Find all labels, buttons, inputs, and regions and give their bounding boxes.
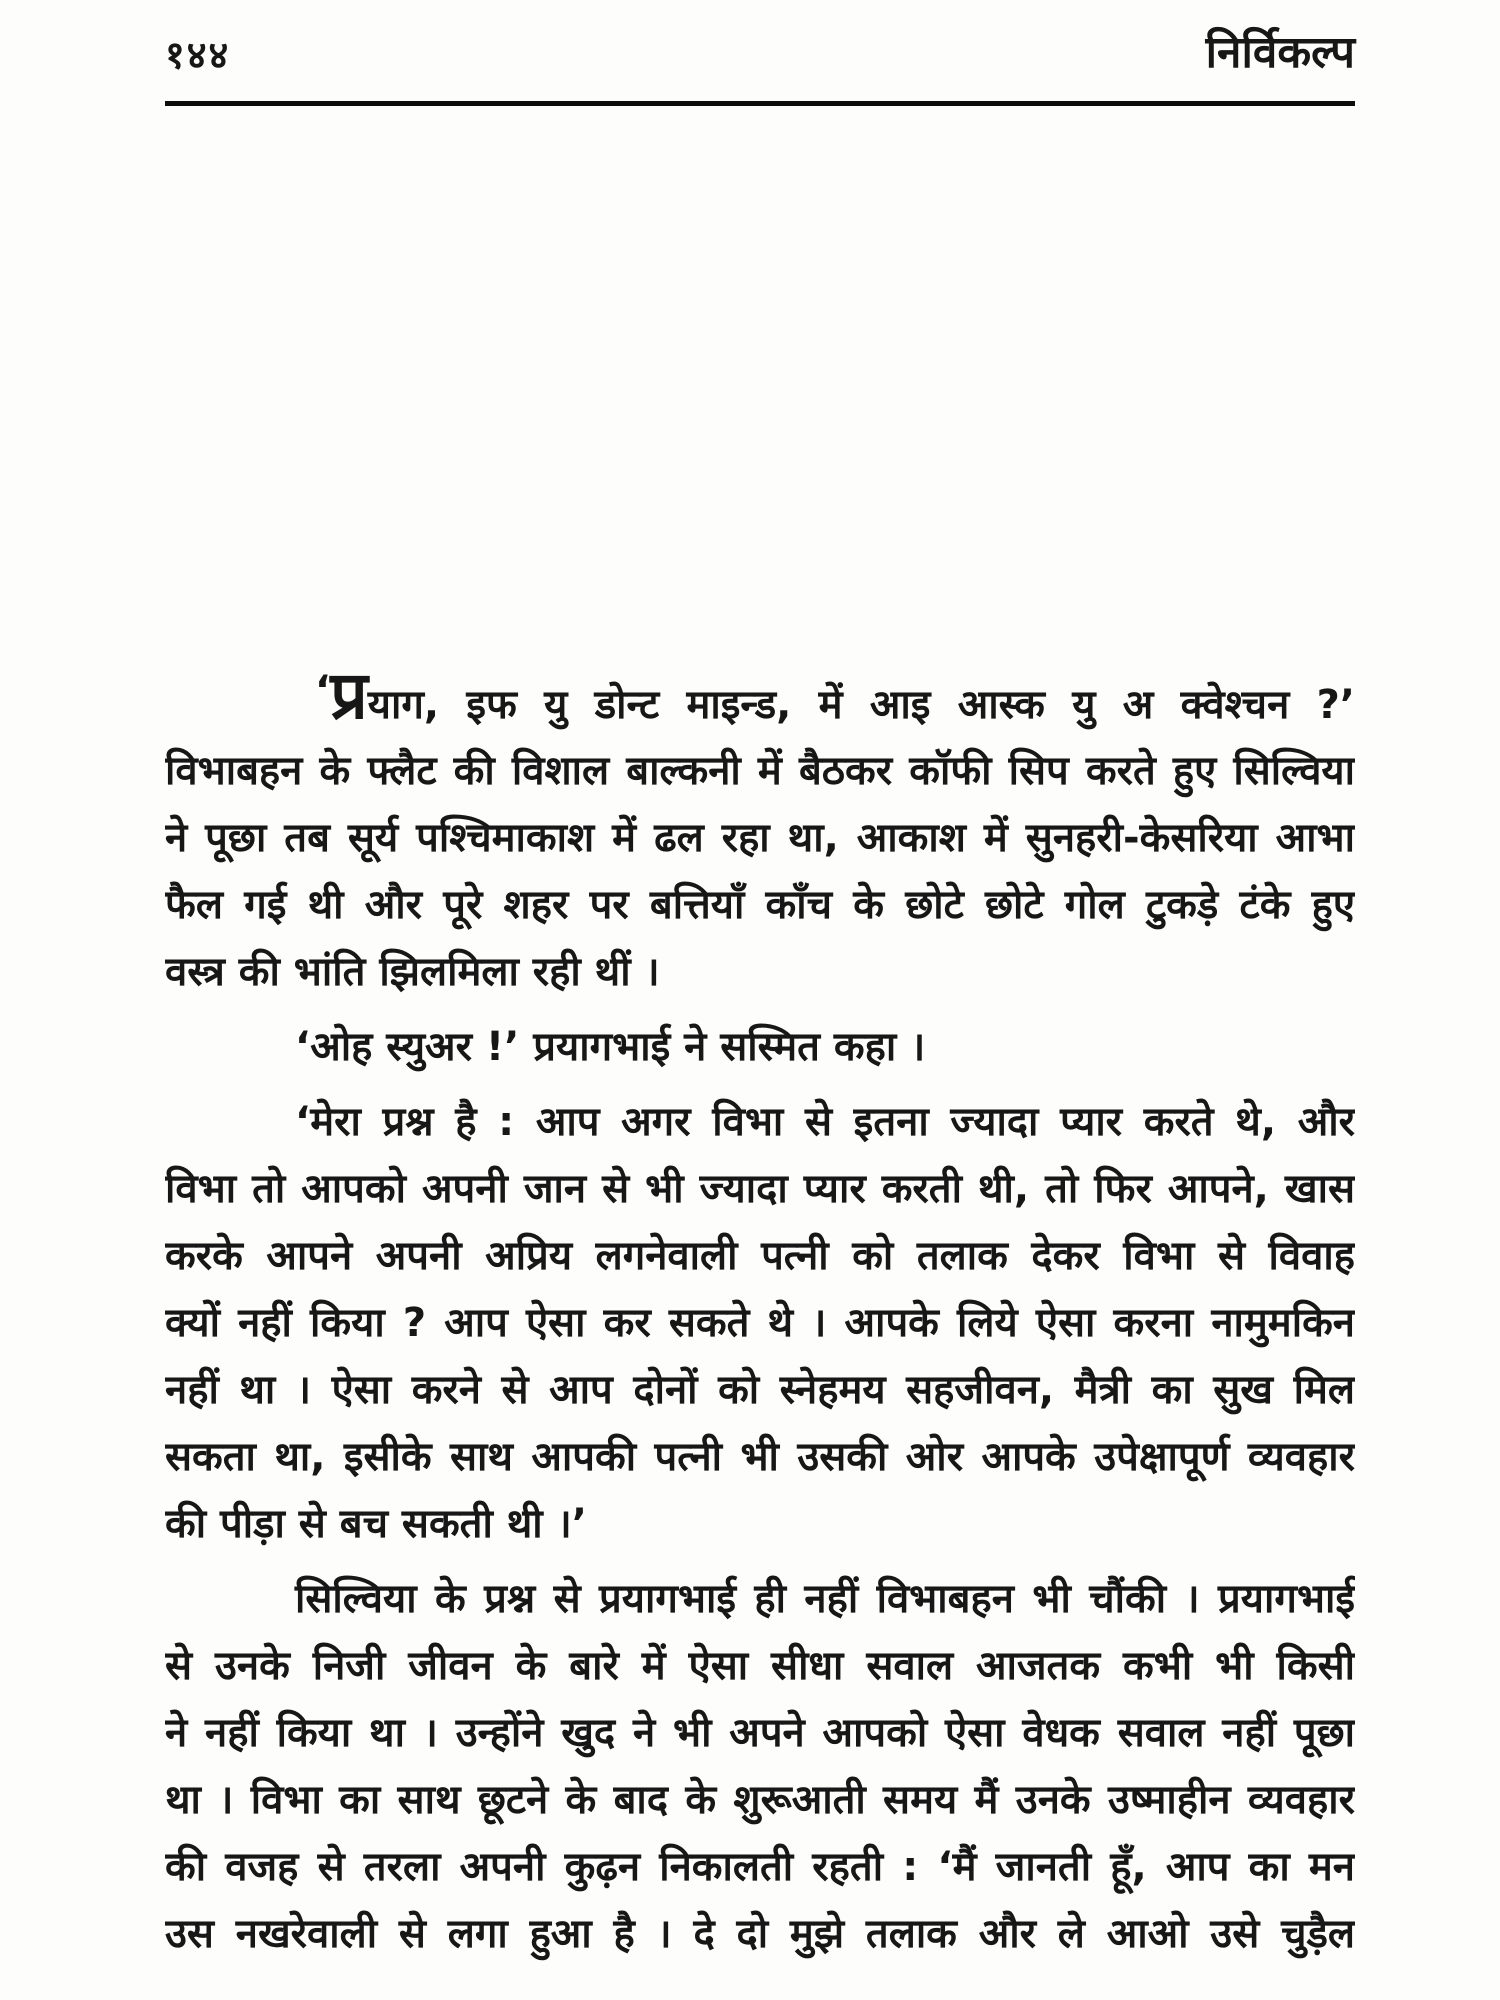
paragraph — [165, 645, 1355, 1006]
page-header — [165, 20, 1355, 80]
text-line: से उनके निजी जीवन के बारे में ऐसा सीधा सवाल आजतक कभी भी किसी — [165, 1643, 1355, 1689]
text-line: ने पूछा तब सूर्य पश्चिमाकाश में ढल रहा था, आकाश में सुनहरी-केसरिया आभा — [165, 815, 1355, 861]
text-line: ने नहीं किया था । उन्होंने खुद ने भी अपने आपको ऐसा वेधक सवाल नहीं पूछा — [165, 1710, 1355, 1756]
text-line: था । विभा का साथ छूटने के बाद के शुरूआती समय मैं उनके उष्माहीन व्यवहार — [165, 1777, 1355, 1823]
paragraph — [165, 1566, 1355, 1968]
text-line: ‘प्रयाग, इफ यु डोन्ट माइन्ड, में आइ आस्क यु अ क्वेश्चन ?’ — [315, 657, 1355, 734]
paragraph — [165, 1089, 1355, 1558]
text-line: सिल्विया के प्रश्न से प्रयागभाई ही नहीं विभाबहन भी चौंकी । प्रयागभाई — [295, 1576, 1355, 1622]
text-line: विभा तो आपको अपनी जान से भी ज्यादा प्यार करती थी, तो फिर आपने, खास — [165, 1166, 1355, 1212]
dropcap-letter: प्र — [330, 657, 368, 734]
text-line: की पीड़ा से बच सकती थी ।’ — [165, 1501, 587, 1547]
text-line: की वजह से तरला अपनी कुढ़न निकालती रहती : ‘मैं जानती हूँ, आप का मन — [165, 1844, 1355, 1890]
text-line: नहीं था । ऐसा करने से आप दोनों को स्नेहमय सहजीवन, मैत्री का सुख मिल — [165, 1367, 1355, 1413]
text-line: करके आपने अपनी अप्रिय लगनेवाली पत्नी को तलाक देकर विभा से विवाह — [165, 1233, 1355, 1279]
text-line: वस्त्र की भांति झिलमिला रही थीं । — [165, 949, 660, 995]
text-line: ‘ओह स्युअर !’ प्रयागभाई ने सस्मित कहा । — [295, 1024, 926, 1070]
book-title: निर्विकल्प — [1205, 27, 1355, 78]
text-line: ‘मेरा प्रश्न है : आप अगर विभा से इतना ज्यादा प्यार करते थे, और — [295, 1099, 1355, 1145]
text-line: उस नखरेवाली से लगा हुआ है । दे दो मुझे तलाक और ले आओ उसे चुड़ैल — [165, 1911, 1355, 1957]
text-line: विभाबहन के फ्लैट की विशाल बाल्कनी में बैठकर कॉफी सिप करते हुए सिल्विया — [165, 748, 1355, 794]
header-rule — [165, 101, 1355, 106]
paragraph — [165, 1014, 1355, 1081]
page-body — [165, 645, 1355, 1968]
text-line: क्यों नहीं किया ? आप ऐसा कर सकते थे । आपके लिये ऐसा करना नामुमकिन — [165, 1300, 1355, 1346]
page-number: १४४ — [165, 33, 231, 77]
opening-quote-mark: ‘ — [315, 668, 331, 714]
text-line: फैल गई थी और पूरे शहर पर बत्तियाँ काँच के छोटे छोटे गोल टुकड़े टंके हुए — [165, 882, 1355, 928]
text-line: सकता था, इसीके साथ आपकी पत्नी भी उसकी ओर आपके उपेक्षापूर्ण व्यवहार — [165, 1434, 1355, 1480]
